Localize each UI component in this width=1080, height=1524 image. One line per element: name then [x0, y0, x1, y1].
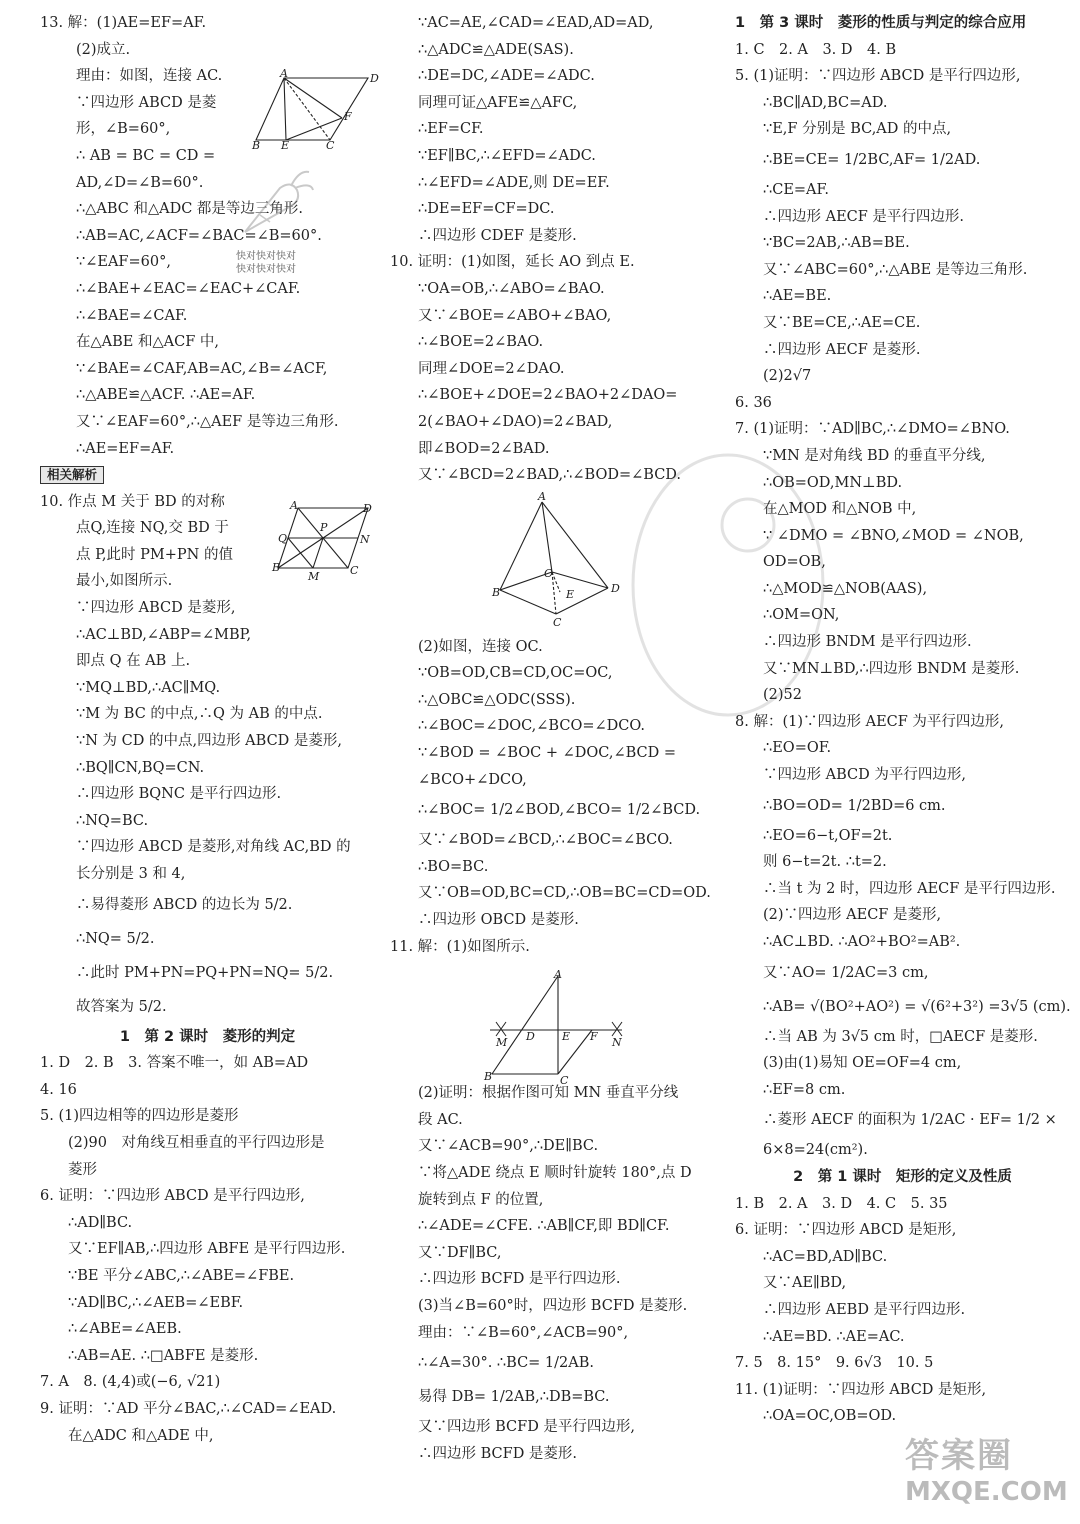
text-line: 13. 解：(1)AE=EF=AF. [40, 15, 207, 31]
text-line: ∴AC=BD,AD∥BC. [763, 1248, 888, 1265]
svg-text:P: P [320, 521, 328, 534]
text-line: 形，∠B=60°, [76, 121, 171, 138]
svg-text:E: E [562, 1030, 571, 1043]
text-line: 旋转到点 F 的位置, [418, 1191, 544, 1208]
section-heading: 1 第 2 课时 菱形的判定 [119, 1028, 296, 1045]
text-line: ∴∠ABE=∠AEB. [68, 1321, 182, 1338]
text-line: 在△ABE 和△ACF 中, [76, 334, 219, 351]
stamp-watermark [236, 250, 296, 276]
svg-text:A: A [554, 968, 562, 981]
svg-text:D: D [611, 582, 620, 595]
text-line: ∴DE=DC,∠ADE=∠ADC. [418, 68, 595, 85]
text-line: ∴ AB = BC = CD = [76, 147, 216, 164]
text-line: ∵ ∠DMO = ∠BNO,∠MOD = ∠NOB, [763, 527, 1024, 544]
svg-text:D: D [370, 72, 379, 85]
text-line: ∴∠BAE+∠EAC=∠EAC+∠CAF. [76, 280, 301, 297]
text-line: ∴△ABE≌△ACF. ∴AE=AF. [76, 387, 256, 404]
svg-text:A: A [290, 499, 298, 512]
text-line: 在△ADC 和△ADE 中, [68, 1427, 214, 1444]
svg-text:M: M [308, 570, 320, 582]
text-line: 6. 证明：∵四边形 ABCD 是平行四边形, [40, 1188, 305, 1205]
text-line: ∴AB=AC,∠ACF=∠BAC=∠B=60°. [76, 227, 322, 244]
svg-text:N: N [612, 1036, 622, 1049]
text-line: ∵N 为 CD 的中点,四边形 ABCD 是菱形, [76, 733, 343, 750]
text-line: 2(∠BAO+∠DAO)=2∠BAD, [418, 413, 613, 430]
site-logo-watermark [905, 1428, 1075, 1518]
svg-text:C: C [553, 616, 562, 629]
text-line: ∵将△ADE 绕点 E 顺时针旋转 180°,点 D [418, 1165, 692, 1181]
text-line: 11. 解：(1)如图所示. [390, 938, 530, 955]
text-line: ∴DE=EF=CF=DC. [418, 201, 555, 218]
column-left [40, 10, 375, 1449]
text-line: (2)成立. [76, 41, 131, 58]
text-line: ∴当 t 为 2 时，四边形 AECF 是平行四边形. [763, 880, 1056, 897]
text-line: ∵MQ⊥BD,∴AC∥MQ. [76, 679, 221, 696]
rhombus-figure-13 [250, 68, 380, 150]
text-line: (2)2√7 [763, 368, 812, 385]
text-line: ∴BE=CE= 1/2BC,AF= 1/2AD. [763, 151, 981, 168]
related-analysis-tag: 相关解析 [40, 466, 104, 484]
text-line: ∴AE=EF=AF. [76, 440, 175, 457]
text-line: 又∵BE=CE,∴AE=CE. [763, 314, 921, 331]
text-line: ∴BC∥AD,BC=AD. [763, 94, 888, 111]
text-line: ∴四边形 AECF 是菱形. [763, 341, 921, 358]
svg-text:B: B [484, 1070, 493, 1083]
text-line: ∴BO=OD= 1/2BD=6 cm. [763, 797, 946, 814]
text-line: ∴△ABC 和△ADC 都是等边三角形. [76, 201, 304, 218]
text-line: ∵四边形 ABCD 是菱形,对角线 AC,BD 的 [76, 839, 351, 856]
text-line: ∵∠BOD = ∠BOC + ∠DOC,∠BCD = [418, 745, 677, 762]
text-line: 又∵DF∥BC, [418, 1244, 502, 1261]
circle-watermark-icon [628, 445, 828, 725]
text-line: 4. 16 [40, 1081, 77, 1098]
text-line: ∵四边形 ABCD 为平行四边形, [763, 767, 966, 784]
text-line: 即∠BOD=2∠BAD. [418, 440, 550, 457]
text-line: ∴当 AB 为 3√5 cm 时，□AECF 是菱形. [763, 1028, 1038, 1045]
text-line: ∴∠BOC= 1/2∠BOD,∠BCO= 1/2∠BCD. [418, 802, 701, 819]
text-line: ∵AC=AE,∠CAD=∠EAD,AD=AD, [418, 15, 654, 31]
svg-text:C: C [350, 564, 359, 577]
text-line: ∵OB=OD,CB=CD,OC=OC, [418, 665, 613, 682]
svg-text:N: N [360, 533, 370, 546]
text-line: ∴∠ADE=∠CFE. ∴AB∥CF,即 BD∥CF. [418, 1218, 670, 1235]
text-line: ∴∠A=30°. ∴BC= 1/2AB. [418, 1355, 594, 1372]
text-line: 理由：如图，连接 AC. [76, 68, 223, 85]
text-line: ∵BC=2AB,∴AB=BE. [763, 235, 910, 252]
text-line: 又∵∠BOE=∠ABO+∠BAO, [418, 307, 612, 324]
text-line: 10. 证明：(1)如图，延长 AO 到点 E. [390, 254, 635, 271]
svg-text:B: B [492, 586, 501, 599]
text-line: ∴AB= √(BO²+AO²) = √(6²+3²) =3√5 (cm). [763, 998, 1071, 1015]
text-line: ∴AD∥BC. [68, 1214, 133, 1231]
text-line: ∴OA=OC,OB=OD. [763, 1408, 897, 1425]
text-line: ∴AE=BD. ∴AE=AC. [763, 1328, 905, 1345]
text-line: ∴NQ= 5/2. [76, 930, 155, 947]
text-line: ∴菱形 AECF 的面积为 1/2AC · EF= 1/2 × [763, 1112, 1057, 1129]
column-middle [390, 10, 735, 1467]
text-line: 理由：∵∠B=60°,∠ACB=90°, [418, 1324, 629, 1341]
text-line: 又∵四边形 BCFD 是平行四边形, [418, 1419, 636, 1436]
text-line: 7. A 8. (4,4)或(−6, √21) [40, 1374, 221, 1391]
text-line: (3)当∠B=60°时，四边形 BCFD 是菱形. [418, 1297, 688, 1314]
text-line: 又∵EF∥AB,∴四边形 ABFE 是平行四边形. [68, 1241, 346, 1258]
text-line: 点Q,连接 NQ,交 BD 于 [76, 520, 229, 537]
text-line: 即点 Q 在 AB 上. [76, 653, 191, 670]
text-line: ∴四边形 CDEF 是菱形. [418, 227, 577, 244]
text-line: ∴EF=CF. [418, 121, 484, 138]
text-line: 又∵∠ACB=90°,∴DE∥BC. [418, 1138, 599, 1155]
text-line: AD,∠D=∠B=60°. [76, 174, 204, 191]
text-line: ∵M 为 BC 的中点,∴Q 为 AB 的中点. [76, 706, 323, 723]
kite-figure-10 [480, 492, 630, 632]
text-line: ∵MN 是对角线 BD 的垂直平分线, [763, 447, 986, 464]
text-line: ∴∠BAE=∠CAF. [76, 307, 188, 324]
text-line: 又∵AO= 1/2AC=3 cm, [763, 964, 929, 981]
rhombus-figure-10 [268, 498, 378, 582]
text-line: ∵E,F 分别是 BC,AD 的中点, [763, 121, 952, 138]
svg-text:A: A [280, 68, 288, 80]
text-line: ∴AC⊥BD,∠ABP=∠MBP, [76, 626, 252, 643]
text-line: 1. B 2. A 3. D 4. C 5. 35 [735, 1195, 948, 1212]
text-line: ∴四边形 BNDM 是平行四边形. [763, 634, 972, 651]
text-line: 5. (1)证明：∵四边形 ABCD 是平行四边形, [735, 68, 1021, 85]
text-line: ∴BO=BC. [418, 858, 489, 875]
text-line: 又∵OB=OD,BC=CD,∴OB=BC=CD=OD. [418, 885, 711, 902]
svg-text:E: E [281, 139, 290, 150]
site-url: MXQE.COM [905, 1477, 1068, 1507]
svg-text:Q: Q [278, 532, 288, 545]
text-line: ∵EF∥BC,∴∠EFD=∠ADC. [418, 147, 596, 164]
triangle-construction-figure-11 [482, 964, 632, 1084]
text-line: ∴OM=ON, [763, 607, 840, 624]
text-line: 6. 证明：∵四边形 ABCD 是矩形, [735, 1222, 957, 1239]
text-line: (3)由(1)易知 OE=OF=4 cm, [763, 1055, 962, 1072]
text-line: 段 AC. [418, 1111, 463, 1128]
text-line: ∴∠BOC=∠DOC,∠BCO=∠DCO. [418, 718, 646, 735]
text-line: 1. D 2. B 3. 答案不唯一，如 AB=AD [40, 1055, 309, 1072]
text-line: ∴四边形 BCFD 是菱形. [418, 1445, 578, 1462]
related-analysis-heading [40, 462, 375, 489]
text-line: (2)如图，连接 OC. [418, 638, 543, 655]
stamp-text: 快对快对快对 [236, 251, 296, 262]
svg-text:C: C [326, 139, 335, 150]
svg-text:B: B [252, 139, 261, 150]
text-line: OD=OB, [763, 554, 826, 571]
text-line: ∠BCO+∠DCO, [418, 771, 527, 788]
text-line: 8. 解：(1)∵四边形 AECF 为平行四边形, [735, 713, 1005, 730]
text-line: ∴四边形 AEBD 是平行四边形. [763, 1301, 966, 1318]
text-line: ∴AE=BE. [763, 288, 832, 305]
section-heading: 2 第 1 课时 矩形的定义及性质 [793, 1168, 1012, 1185]
text-line: 1. C 2. A 3. D 4. B [735, 41, 897, 58]
svg-text:M: M [496, 1036, 508, 1049]
text-line: (2)∵四边形 AECF 是菱形, [763, 907, 942, 924]
svg-text:O: O [544, 567, 554, 580]
text-line: 同理∠DOE=2∠DAO. [418, 360, 565, 377]
text-line: ∴∠EFD=∠ADE,则 DE=EF. [418, 174, 610, 191]
text-line: ∴EO=OF. [763, 740, 832, 757]
svg-text:A: A [538, 492, 546, 503]
text-line: ∴此时 PM+PN=PQ+PN=NQ= 5/2. [76, 964, 334, 981]
text-line: ∴△ADC≌△ADE(SAS). [418, 41, 574, 58]
text-line: 同理可证△AFE≌△AFC, [418, 94, 578, 111]
text-line: ∵BE 平分∠ABC,∴∠ABE=∠FBE. [68, 1267, 295, 1284]
svg-text:F: F [590, 1030, 598, 1043]
text-line: ∵四边形 ABCD 是菱 [76, 94, 217, 111]
text-line: ∴BQ∥CN,BQ=CN. [76, 759, 205, 776]
text-line: ∴△OBC≌△ODC(SSS). [418, 691, 576, 708]
text-line: ∵四边形 ABCD 是菱形, [76, 600, 236, 617]
svg-text:C: C [560, 1074, 569, 1084]
text-line: ∵OA=OB,∴∠ABO=∠BAO. [418, 280, 605, 297]
svg-text:F: F [344, 110, 352, 123]
text-line: ∴四边形 BCFD 是平行四边形. [418, 1271, 621, 1288]
text-line: 5. (1)四边相等的四边形是菱形 [40, 1108, 239, 1125]
text-line: 又∵∠ABC=60°,∴△ABE 是等边三角形. [763, 261, 1028, 278]
text-line: 10. 作点 M 关于 BD 的对称 [40, 493, 225, 510]
text-line: 在△MOD 和△NOB 中, [763, 501, 917, 518]
text-line: ∴CE=AF. [763, 181, 829, 198]
text-line: 又∵∠BOD=∠BCD,∴∠BOC=∠BCO. [418, 832, 673, 849]
text-line: 最小,如图所示. [76, 573, 173, 590]
svg-text:B: B [272, 561, 281, 574]
text-line: (2)90 对角线互相垂直的平行四边形是 [68, 1134, 325, 1151]
text-line: ∴AC⊥BD. ∴AO²+BO²=AB². [763, 934, 961, 950]
text-line: 9. 证明：∵AD 平分∠BAC,∴∠CAD=∠EAD. [40, 1400, 337, 1417]
text-line: ∵∠BAE=∠CAF,AB=AC,∠B=∠ACF, [76, 360, 328, 377]
section-heading: 1 第 3 课时 菱形的性质与判定的综合应用 [735, 15, 1027, 31]
text-line: 易得 DB= 1/2AB,∴DB=BC. [418, 1389, 610, 1406]
svg-text:E: E [566, 588, 575, 601]
carrot-watermark-icon [225, 160, 315, 250]
text-line: 又∵MN⊥BD,∴四边形 BNDM 是菱形. [763, 660, 1020, 677]
text-line: ∴∠BOE=2∠BAO. [418, 334, 544, 351]
text-line: (2)52 [763, 687, 802, 704]
svg-text:D: D [526, 1030, 535, 1043]
text-line: ∴四边形 OBCD 是菱形. [418, 912, 579, 929]
text-line: 7. (1)证明：∵AD∥BC,∴∠DMO=∠BNO. [735, 421, 1010, 438]
text-line: ∴EF=8 cm. [763, 1081, 846, 1098]
text-line: ∴四边形 BQNC 是平行四边形. [76, 786, 282, 803]
text-line: ∴OB=OD,MN⊥BD. [763, 474, 903, 491]
text-line: ∴NQ=BC. [76, 812, 149, 829]
text-line: 6. 36 [735, 394, 772, 411]
text-line: 则 6−t=2t. ∴t=2. [763, 854, 887, 871]
text-line: ∵∠EAF=60°, [76, 254, 171, 271]
svg-text:D: D [363, 502, 372, 515]
text-line: ∵AD∥BC,∴∠AEB=∠EBF. [68, 1294, 244, 1311]
text-line: 又∵∠EAF=60°,∴△AEF 是等边三角形. [76, 413, 339, 430]
text-line: 故答案为 5/2. [76, 998, 167, 1015]
text-line: 7. 5 8. 15° 9. 6√3 10. 5 [735, 1355, 934, 1372]
text-line: 点 P,此时 PM+PN 的值 [76, 546, 233, 563]
text-line: ∴∠BOE+∠DOE=2∠BAO+2∠DAO= [418, 387, 678, 404]
text-line: ∴EO=6−t,OF=2t. [763, 827, 893, 844]
text-line: 菱形 [68, 1161, 97, 1178]
text-line: ∴△MOD≌△NOB(AAS), [763, 580, 928, 597]
text-line: ∴AB=AE. ∴□ABFE 是菱形. [68, 1347, 259, 1364]
text-line: 6×8=24(cm²). [763, 1142, 868, 1159]
text-line: 长分别是 3 和 4, [76, 866, 186, 882]
text-line: 又∵∠BCD=2∠BAD,∴∠BOD=∠BCD. [418, 467, 682, 484]
text-line: (2)证明：根据作图可知 MN 垂直平分线 [418, 1085, 679, 1102]
text-line: 11. (1)证明：∵四边形 ABCD 是矩形, [735, 1381, 987, 1398]
text-line: 又∵AE∥BD, [763, 1275, 847, 1292]
text-line: ∴四边形 AECF 是平行四边形. [763, 208, 965, 225]
text-line: ∴易得菱形 ABCD 的边长为 5/2. [76, 896, 293, 913]
stamp-text: 快对快对快对 [236, 264, 296, 275]
logo-text: 答案圈 [905, 1436, 1013, 1476]
